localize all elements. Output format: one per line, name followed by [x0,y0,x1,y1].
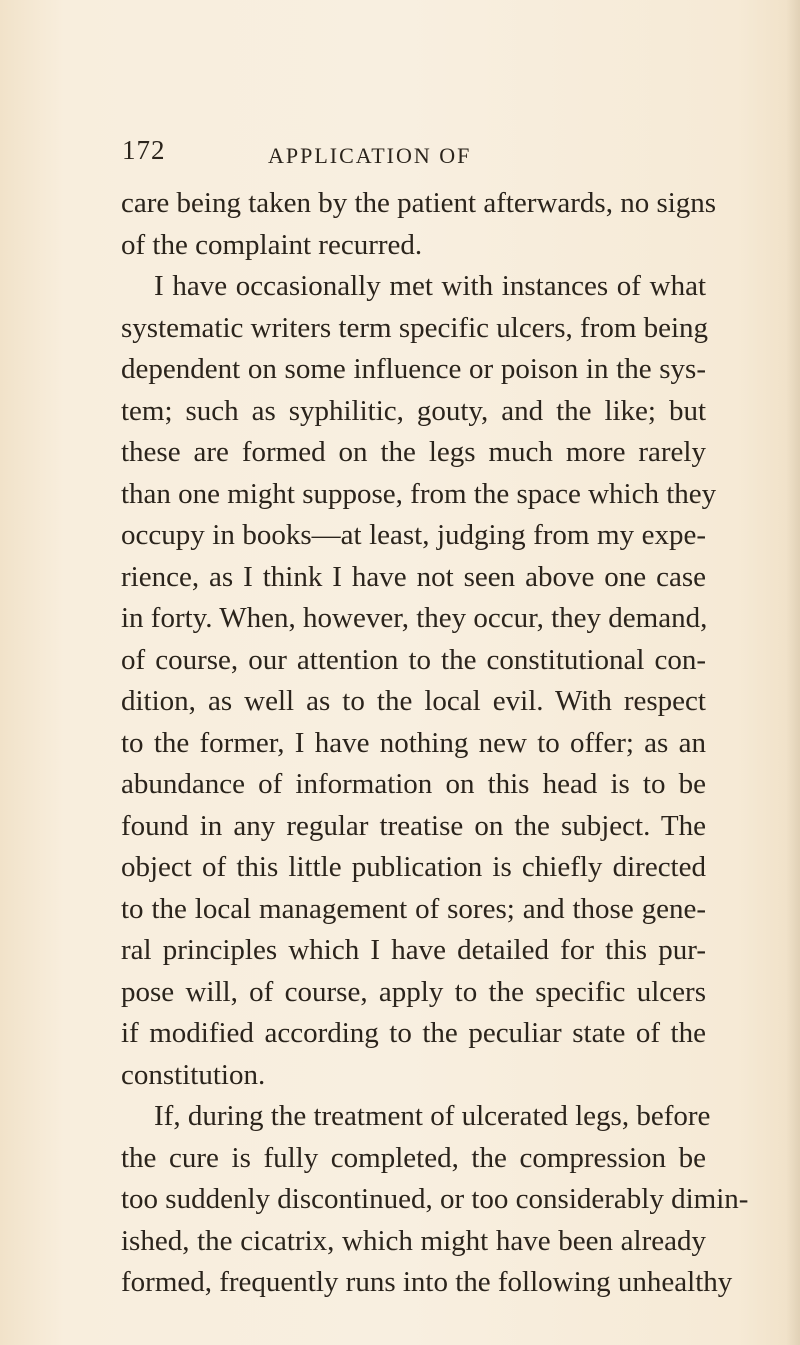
text-line: to the former, I have nothing new to offer; as an [121,726,706,759]
text-line: dependent on some influence or poison in the sys- [121,353,706,385]
text-line: occupy in books—at least, judging from my expe- [121,519,706,551]
text-line: the cure is fully completed, the compression be [121,1141,706,1174]
text-line: too suddenly discontinued, or too considerably dimin- [121,1183,749,1215]
text-line: dition, as well as to the local evil. With respect [121,685,706,717]
text-line: systematic writers term specific ulcers, from being [121,311,709,344]
text-line: these are formed on the legs much more rarely [121,436,706,468]
text-line: rience, as I think I have not seen above one case [121,560,706,593]
text-line: of the complaint recurred. [121,228,423,261]
text-line: than one might suppose, from the space which they [121,477,717,510]
text-line: found in any regular treatise on the subject. The [121,809,706,842]
text-line: tem; such as syphilitic, gouty, and the like; but [121,394,706,427]
page-number: 172 [122,135,166,165]
text-line: to the local management of sores; and those gene- [121,892,706,925]
running-head: APPLICATION OF [268,143,472,168]
paragraph-start-line: If, during the treatment of ulcerated legs, before [154,1100,711,1132]
text-line: in forty. When, however, they occur, they demand, [121,602,708,634]
text-line: of course, our attention to the constitutional con- [121,643,706,676]
text-line: pose will, of course, apply to the specific ulcers [121,975,706,1008]
text-line: care being taken by the patient afterwards, no signs [121,187,717,219]
text-line: constitution. [121,1058,266,1091]
text-line: ished, the cicatrix, which might have been already [121,1224,706,1257]
text-line: ral principles which I have detailed for this pur- [121,934,706,966]
text-line: object of this little publication is chiefly directed [121,851,706,883]
text-line: if modified according to the peculiar state of the [121,1017,706,1049]
text-line: formed, frequently runs into the following unhealthy [121,1266,733,1298]
page-edge-shadow [786,0,800,1345]
text-line: abundance of information on this head is to be [121,768,706,800]
body-text [121,183,749,1304]
paragraph-start-line: I have occasionally met with instances of what [154,270,706,302]
